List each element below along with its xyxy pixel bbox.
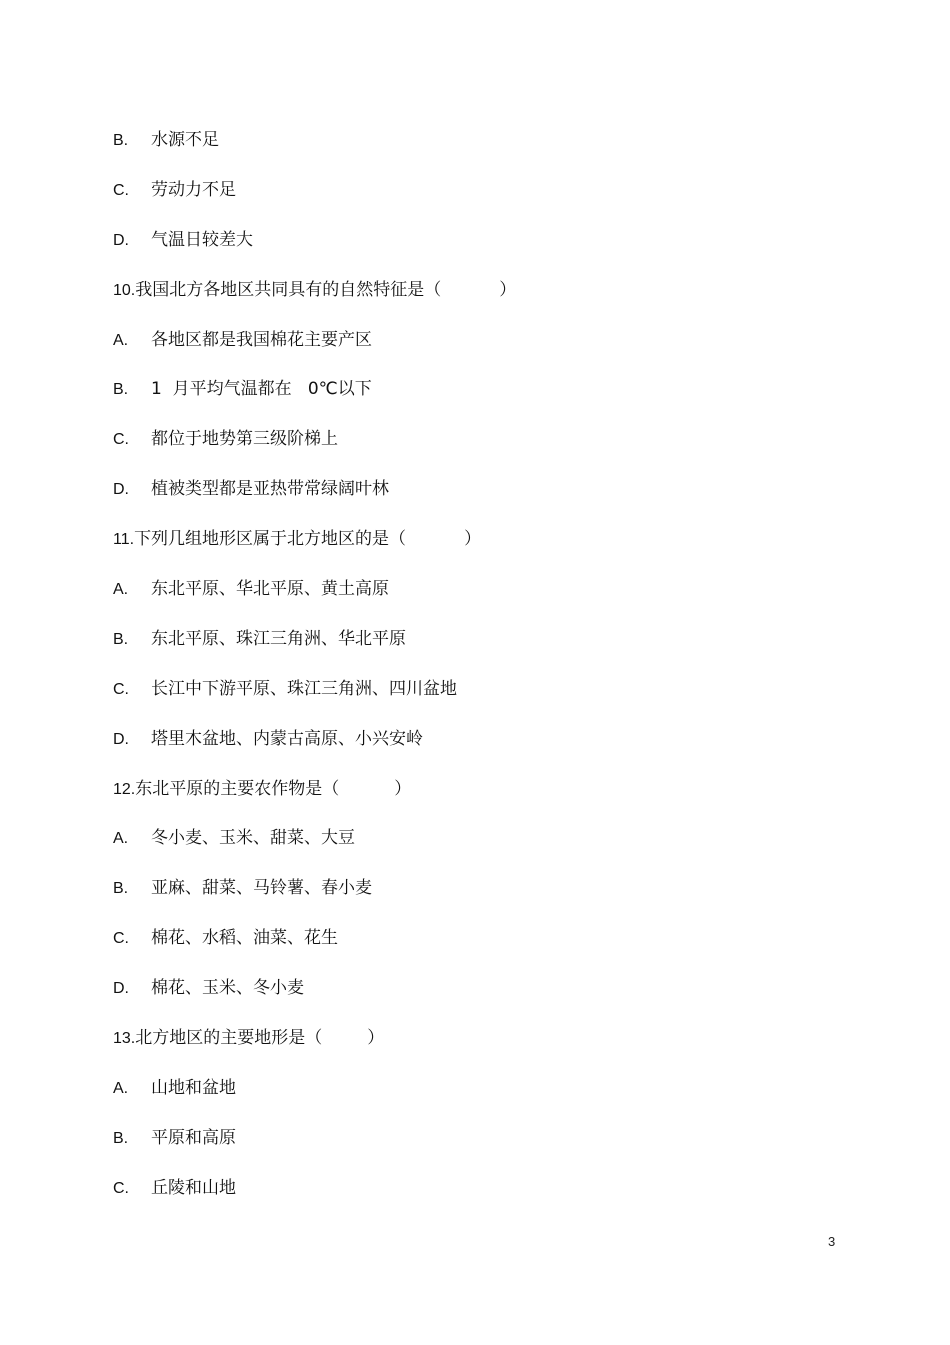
option-text: 长江中下游平原、珠江三角洲、四川盆地 — [151, 679, 457, 699]
option-letter: C. — [113, 681, 129, 698]
option-line — [113, 428, 338, 451]
option-text: 植被类型都是亚热带常绿阔叶林 — [151, 479, 389, 499]
option-letter: A. — [113, 332, 129, 349]
question-text: 下列几组地形区属于北方地区的是（ — [134, 529, 407, 549]
option-letter: C. — [113, 930, 129, 947]
option-letter: A. — [113, 1080, 129, 1097]
question-number: 12. — [113, 781, 136, 798]
option-line — [113, 179, 236, 202]
option-letter: D. — [113, 232, 129, 249]
question-number: 11. — [113, 531, 135, 548]
option-letter: B. — [113, 880, 129, 897]
option-text: 劳动力不足 — [151, 180, 236, 200]
option-letter: C. — [113, 1180, 129, 1197]
page-number: 3 — [828, 1234, 836, 1249]
option-text: 东北平原、华北平原、黄土高原 — [151, 579, 389, 599]
option-line — [113, 827, 355, 850]
option-text: 东北平原、珠江三角洲、华北平原 — [151, 629, 406, 649]
option-text: 气温日较差大 — [151, 230, 253, 250]
question-number: 10. — [113, 282, 136, 299]
option-text: 塔里木盆地、内蒙古高原、小兴安岭 — [151, 729, 423, 749]
question-line — [113, 279, 516, 302]
option-line — [113, 977, 304, 1000]
option-line — [113, 229, 253, 252]
option-line — [113, 329, 372, 352]
option-line — [113, 478, 389, 501]
question-close-paren: ） — [367, 1028, 385, 1048]
option-text: 都位于地势第三级阶梯上 — [151, 429, 338, 449]
option-line — [113, 927, 338, 950]
option-letter: C. — [113, 182, 129, 199]
option-text: 水源不足 — [151, 130, 219, 150]
option-letter: B. — [113, 631, 129, 648]
option-letter: D. — [113, 980, 129, 997]
option-letter: D. — [113, 481, 129, 498]
question-close-paren: ） — [394, 779, 412, 799]
question-line — [113, 778, 411, 801]
option-line — [113, 678, 457, 701]
question-text: 东北平原的主要农作物是（ — [135, 779, 340, 799]
option-letter: B. — [113, 1130, 129, 1147]
question-text: 我国北方各地区共同具有的自然特征是（ — [135, 280, 442, 300]
option-text: 棉花、水稻、油菜、花生 — [151, 928, 338, 948]
option-text: 平原和高原 — [151, 1128, 236, 1148]
option-line — [113, 129, 219, 152]
option-line — [113, 1077, 236, 1100]
option-letter: B. — [113, 132, 129, 149]
option-line — [113, 877, 372, 900]
option-line — [113, 628, 406, 651]
option-letter: A. — [113, 830, 129, 847]
option-letter: D. — [113, 731, 129, 748]
option-letter: C. — [113, 431, 129, 448]
question-number: 13. — [113, 1030, 136, 1047]
option-letter: A. — [113, 581, 129, 598]
option-text: 1 月平均气温都在 0℃以下 — [151, 379, 372, 399]
option-text: 亚麻、甜菜、马铃薯、春小麦 — [151, 878, 372, 898]
question-close-paren: ） — [499, 280, 517, 300]
option-line — [113, 1127, 236, 1150]
option-text: 各地区都是我国棉花主要产区 — [151, 330, 372, 350]
question-text: 北方地区的主要地形是（ — [135, 1028, 323, 1048]
option-letter: B. — [113, 381, 129, 398]
question-line — [113, 1027, 384, 1050]
question-line — [113, 528, 481, 551]
option-line — [113, 1177, 236, 1200]
option-line — [113, 578, 389, 601]
option-text: 山地和盆地 — [151, 1078, 236, 1098]
option-text: 冬小麦、玉米、甜菜、大豆 — [151, 828, 355, 848]
option-text: 丘陵和山地 — [151, 1178, 236, 1198]
option-text: 棉花、玉米、冬小麦 — [151, 978, 304, 998]
option-line — [113, 378, 372, 401]
question-close-paren: ） — [464, 529, 482, 549]
option-line — [113, 728, 423, 751]
